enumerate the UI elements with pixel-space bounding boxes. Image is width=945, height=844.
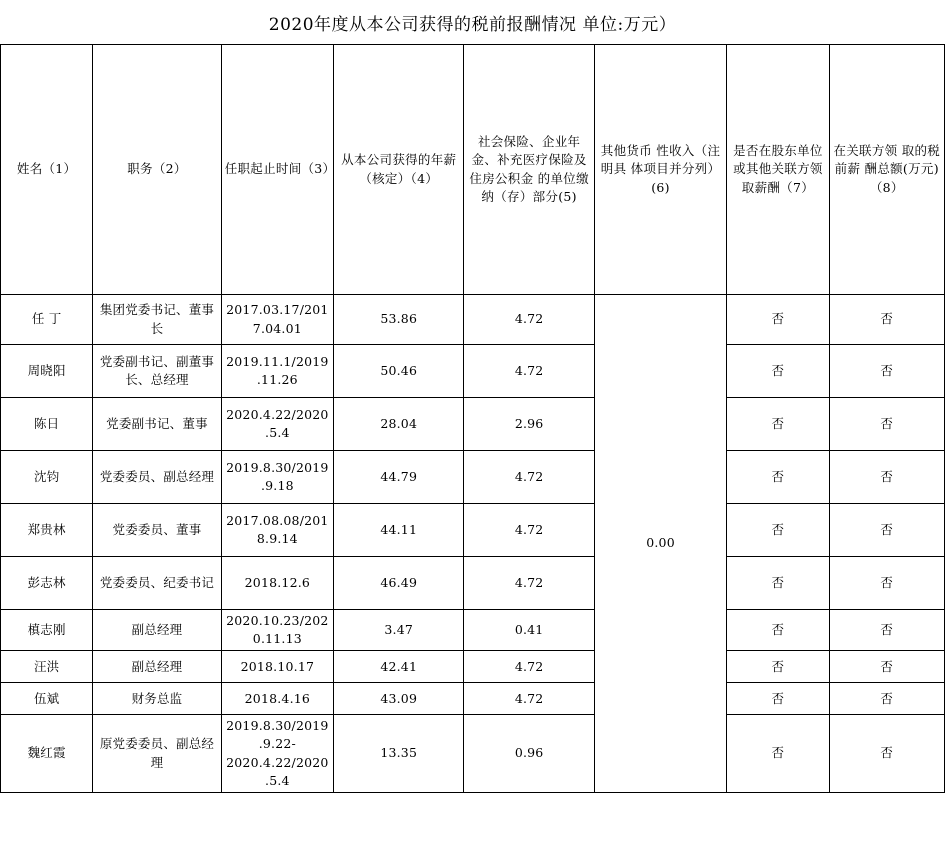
cell-related-party-pay: 否: [727, 398, 829, 451]
table-body: [1, 295, 945, 793]
cell-related-party-pay: 否: [727, 715, 829, 793]
column-header-name: 姓名（1）: [1, 45, 93, 295]
table-row: [1, 345, 945, 398]
cell-related-party-pay: 否: [727, 683, 829, 715]
cell-term: 2020.10.23/2020.11.13: [221, 610, 333, 651]
table-header-row: [1, 45, 945, 295]
table-row: [1, 398, 945, 451]
table-row: [1, 683, 945, 715]
table-row: [1, 295, 945, 345]
cell-position: 党委委员、副总经理: [93, 451, 221, 504]
cell-annual-salary: 53.86: [334, 295, 464, 345]
cell-name: 魏红霞: [1, 715, 93, 793]
cell-annual-salary: 13.35: [334, 715, 464, 793]
cell-related-party-total: 否: [829, 398, 944, 451]
cell-social-insurance: 4.72: [464, 295, 594, 345]
table-header: [1, 45, 945, 295]
cell-term: 2017.03.17/2017.04.01: [221, 295, 333, 345]
compensation-table: [0, 44, 945, 793]
cell-annual-salary: 3.47: [334, 610, 464, 651]
column-header-related-party-pay: 是否在股东单位或其他关联方领取薪酬（7）: [727, 45, 829, 295]
cell-position: 党委副书记、副董事长、总经理: [93, 345, 221, 398]
cell-annual-salary: 50.46: [334, 345, 464, 398]
cell-position: 党委委员、董事: [93, 504, 221, 557]
cell-position: 党委委员、纪委书记: [93, 557, 221, 610]
cell-related-party-total: 否: [829, 295, 944, 345]
table-row: [1, 651, 945, 683]
column-header-other-income: 其他货币 性收入（注明具 体项目并分列）(6): [594, 45, 726, 295]
table-row: [1, 557, 945, 610]
cell-social-insurance: 4.72: [464, 504, 594, 557]
cell-related-party-total: 否: [829, 651, 944, 683]
cell-name: 任 丁: [1, 295, 93, 345]
cell-position: 党委副书记、董事: [93, 398, 221, 451]
cell-related-party-total: 否: [829, 715, 944, 793]
cell-other-income-total: 0.00: [594, 295, 726, 793]
column-header-annual-salary: 从本公司获得的年薪（核定）（4）: [334, 45, 464, 295]
cell-social-insurance: 2.96: [464, 398, 594, 451]
cell-related-party-total: 否: [829, 683, 944, 715]
cell-related-party-total: 否: [829, 345, 944, 398]
column-header-social-insurance: 社会保险、企业年金、补充医疗保险及 住房公积金 的单位缴纳（存）部分(5): [464, 45, 594, 295]
cell-social-insurance: 4.72: [464, 451, 594, 504]
cell-annual-salary: 44.79: [334, 451, 464, 504]
cell-related-party-pay: 否: [727, 295, 829, 345]
cell-related-party-pay: 否: [727, 504, 829, 557]
cell-related-party-pay: 否: [727, 610, 829, 651]
cell-related-party-pay: 否: [727, 345, 829, 398]
column-header-term: 任职起止时间（3）: [221, 45, 333, 295]
cell-related-party-total: 否: [829, 504, 944, 557]
cell-social-insurance: 4.72: [464, 651, 594, 683]
cell-social-insurance: 4.72: [464, 557, 594, 610]
cell-term: 2018.4.16: [221, 683, 333, 715]
cell-social-insurance: 0.96: [464, 715, 594, 793]
cell-related-party-pay: 否: [727, 451, 829, 504]
column-header-position: 职务（2）: [93, 45, 221, 295]
cell-social-insurance: 4.72: [464, 345, 594, 398]
column-header-related-party-total: 在关联方领 取的税前薪 酬总额(万元)（8）: [829, 45, 944, 295]
table-row: [1, 504, 945, 557]
cell-annual-salary: 28.04: [334, 398, 464, 451]
cell-term: 2020.4.22/2020.5.4: [221, 398, 333, 451]
cell-name: 汪洪: [1, 651, 93, 683]
table-row: [1, 715, 945, 793]
table-row: [1, 610, 945, 651]
cell-annual-salary: 44.11: [334, 504, 464, 557]
cell-related-party-total: 否: [829, 451, 944, 504]
page-title: 2020年度从本公司获得的税前报酬情况 单位:万元）: [268, 15, 677, 35]
cell-position: 副总经理: [93, 651, 221, 683]
cell-term: 2017.08.08/2018.9.14: [221, 504, 333, 557]
cell-name: 周晓阳: [1, 345, 93, 398]
cell-annual-salary: 43.09: [334, 683, 464, 715]
cell-position: 副总经理: [93, 610, 221, 651]
cell-term: 2019.8.30/2019.9.18: [221, 451, 333, 504]
cell-term: 2019.11.1/2019.11.26: [221, 345, 333, 398]
cell-name: 彭志林: [1, 557, 93, 610]
cell-name: 陈日: [1, 398, 93, 451]
cell-name: 槙志刚: [1, 610, 93, 651]
cell-name: 郑贵林: [1, 504, 93, 557]
cell-related-party-total: 否: [829, 610, 944, 651]
cell-social-insurance: 0.41: [464, 610, 594, 651]
cell-position: 原党委委员、副总经理: [93, 715, 221, 793]
table-row: [1, 451, 945, 504]
cell-position: 财务总监: [93, 683, 221, 715]
cell-term: 2018.12.6: [221, 557, 333, 610]
cell-term: 2018.10.17: [221, 651, 333, 683]
cell-position: 集团党委书记、董事长: [93, 295, 221, 345]
cell-social-insurance: 4.72: [464, 683, 594, 715]
cell-related-party-pay: 否: [727, 557, 829, 610]
cell-term: 2019.8.30/2019.9.22-2020.4.22/2020.5.4: [221, 715, 333, 793]
cell-annual-salary: 42.41: [334, 651, 464, 683]
cell-related-party-pay: 否: [727, 651, 829, 683]
cell-name: 伍斌: [1, 683, 93, 715]
cell-name: 沈钧: [1, 451, 93, 504]
cell-related-party-total: 否: [829, 557, 944, 610]
cell-annual-salary: 46.49: [334, 557, 464, 610]
